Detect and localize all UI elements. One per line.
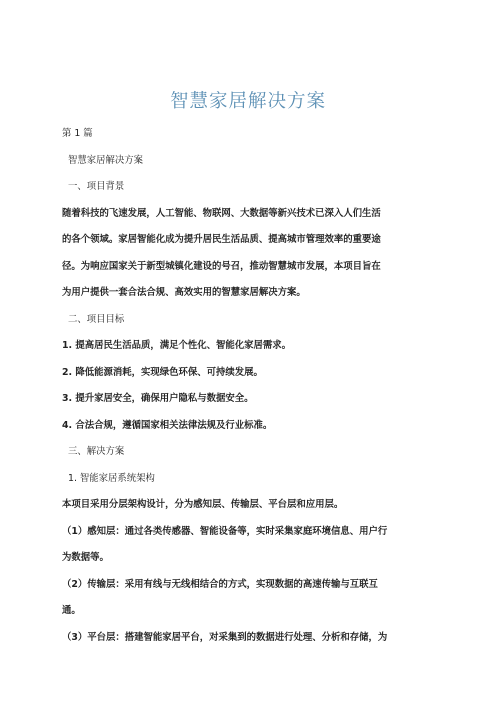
paragraph-line: 本项目采用分层架构设计，分为感知层、传输层、平台层和应用层。 [62,499,344,510]
paragraph-line: （2）传输层：采用有线与无线相结合的方式，实现数据的高速传输与互联互 [62,579,378,590]
subsection-heading: 1. 智能家居系统架构 [68,473,155,484]
section-heading-solution: 三、解决方案 [68,446,125,457]
paragraph-line: 为数据等。 [62,552,109,563]
paragraph-line: （1）感知层：通过各类传感器、智能设备等，实时采集家庭环境信息、用户行 [62,526,388,537]
paragraph-line: 径。为响应国家关于新型城镇化建设的号召，推动智慧城市发展，本项目旨在 [62,261,381,272]
list-item: 3. 提升家居安全，确保用户隐私与数据安全。 [62,393,254,404]
section-heading-goals: 二、项目目标 [68,314,125,325]
list-item: 1. 提高居民生活品质，满足个性化、智能化家居需求。 [62,340,291,351]
paragraph-line: 随着科技的飞速发展，人工智能、物联网、大数据等新兴技术已深入人们生活 [62,208,381,219]
paragraph-line: （3）平台层：搭建智能家居平台，对采集到的数据进行处理、分析和存储，为 [62,632,388,643]
paragraph-line: 为用户提供一套合法合规、高效实用的智慧家居解决方案。 [62,287,306,298]
list-item: 4. 合法合规，遵循国家相关法律法规及行业标准。 [62,420,273,431]
list-item: 2. 降低能源消耗，实现绿色环保、可持续发展。 [62,367,263,378]
paragraph-line: 的各个领域。家居智能化成为提升居民生活品质、提高城市管理效率的重要途 [62,234,381,245]
paragraph-line: 通。 [62,605,81,616]
chapter-subtitle: 智慧家居解决方案 [68,155,144,166]
document-title: 智慧家居解决方案 [169,91,326,112]
section-heading-background: 一、项目背景 [68,181,125,192]
chapter-label: 第 1 篇 [62,128,93,139]
